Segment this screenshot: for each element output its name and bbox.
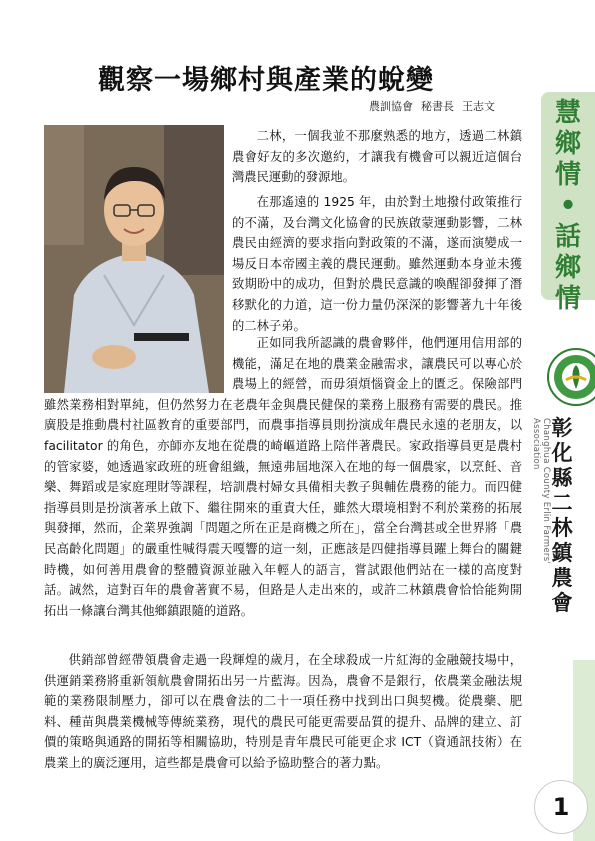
section-title-part-2: 話鄉情: [554, 222, 581, 314]
paragraph-2: 在那遙遠的 1925 年，由於對土地撥付政策推行的不滿，及台灣文化協會的民族啟蒙運動影響，二林農民由經濟的要求指向對政策的不滿，遂而演變成一場反日本帝國主義的農民運動。雖然運動本身並未獲致期盼中的成功，但對於農民意識的喚醒卻發揮了潛移默化的力道，這一份力量仍深深的影響著九十年後的二林子弟。: [232, 195, 522, 333]
section-title-part-1: 慧鄉情: [554, 98, 581, 190]
org-name-english-text: Changhua County Erlin Farmers' Association: [531, 418, 551, 565]
byline-position: 秘書長: [421, 100, 454, 113]
byline-org: 農訓協會: [369, 100, 413, 113]
paragraph-4: 供銷部曾經帶領農會走過一段輝煌的歲月，在全球殺成一片紅海的金融競技場中，供運銷業務將重新領航農會開拓出另一片藍海。因為，農會不是銀行，依農業金融法規範的業務限制壓力，卻可以在農會法的二十一項任務中找到出口與契機。從農藥、肥料、種苗與農業機械等傳統業務，現代的農民可能更需要品質的提升、品牌的建立、訂價的策略與通路的開拓等相關協助，特別是青年農民可能更企求 ICT（資通訊技術）在農業上的廣泛運用，這些都是農會可以給予協助整合的著力點。: [44, 653, 522, 770]
org-name-english: [531, 418, 551, 578]
association-logo-icon: [547, 348, 595, 406]
section-title-dot: •: [559, 191, 577, 221]
section-title: [541, 98, 595, 315]
paragraph-3: [44, 333, 522, 621]
byline-name: 王志文: [462, 100, 495, 113]
paragraph-3-text: 正如同我所認識的農會夥伴，他們運用信用部的機能，滿足在地的農業金融需求，讓農民可以專心於農場上的經營，而毋須煩惱資金上的匱乏。保險部門雖然業務相對單純，但仍然努力在老農年金與農民健保的業務上服務有需要的農民。推廣股是推動農村社區教育的重要部門，而農事指導員則扮演成年農民永遠的老朋友，以 facilitator 的角色，亦師亦友地在從農的崎嶇道路上陪伴著農民。家政指導員更是農村的管家婆，她透過家政班的班會組織，無遠弗屆地深入在地的每一個農家，以烹飪、音樂、舞蹈或是家庭理財等課程，培訓農村婦女具備相夫教子與輔佐農務的能力。而四健指導員則是扮演著承上啟下、繼往開來的重責大任，雖然大環境相對不利於業務的拓展與發揮，然而，企業界強調「問題之所在正是商機之所在」，當全台灣甚或全世界將「農民高齡化問題」的嚴重性喊得震天嘎響的這一刻，正應該是四健指導員躍上舞台的關鍵時機，如何善用農會的整體資源並融入年輕人的語言，嘗試跟他們站在一樣的高度對話。誠然，這對百年的農會著實不易，但路是人走出來的，或許二林鎮農會恰恰能夠開拓出一條讓台灣其他鄉鎮跟隨的道路。: [44, 336, 522, 618]
article-title: 觀察一場鄉村與產業的蛻變: [98, 65, 434, 96]
paragraph-1: 二林，一個我並不那麼熟悉的地方，透過二林鎮農會好友的多次邀約，才讓我有機會可以親近這個台灣農民運動的發源地。: [232, 129, 522, 185]
byline: [361, 98, 495, 114]
page-number: 1: [534, 780, 588, 834]
org-name-chinese: 彰化縣二林鎮農會: [551, 416, 573, 615]
